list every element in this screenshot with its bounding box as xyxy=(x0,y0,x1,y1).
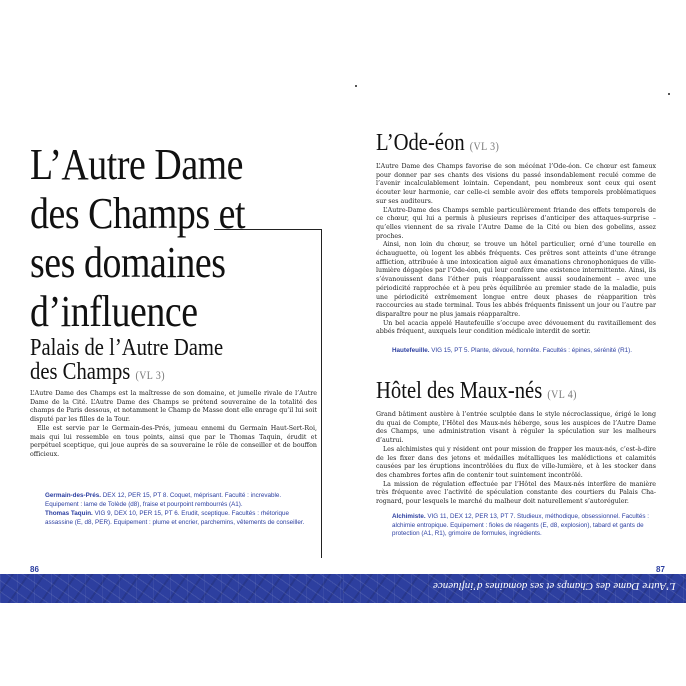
stat-entry xyxy=(45,510,307,527)
right-page xyxy=(343,0,686,686)
chapter-title-line: d’influence xyxy=(30,287,198,336)
chapter-title-line: ses domaines xyxy=(30,238,226,287)
stat-text: VIG 9, DEX 10, PER 15, PT 6. Erudit, sceptique. Facultés : rhétorique assassine (E, d8, PER). Equipement : plume et encrier, parchemins, vêtements de conseiller. xyxy=(45,510,305,527)
chapter-title-line: des Champs et xyxy=(30,189,246,238)
stat-block-ode-eon xyxy=(392,347,654,357)
page-number-left: 86 xyxy=(30,565,39,574)
volume-tag: (VL 3) xyxy=(469,141,500,153)
paragraph: Elle est servie par le Germain-des-Prés, jumeau ennemi du Germain Haut-Sert-Roi, mais qui lui ressemble en tous points, ainsi que par le Thomas Taquin, érudit et perpétuel sceptique, qui joue auprès de sa souveraine le rôle de conseiller et de bouffon officieux. xyxy=(30,424,317,458)
stat-block-palais xyxy=(45,492,307,529)
section-heading-text: L’Ode-éon xyxy=(376,130,465,156)
section-heading-ode-eon xyxy=(376,130,499,160)
crop-mark xyxy=(668,93,670,95)
stat-text: DEX 12, PER 15, PT 8. Coquet, méprisant. Faculté : increvable. Equipement : lame de Tolède (d8), fraise et pourpoint rembourrés (A1). xyxy=(45,492,282,508)
stat-entry xyxy=(45,492,307,509)
section-heading-maux-nes xyxy=(376,378,577,408)
map-band-right xyxy=(343,574,686,603)
paragraph: L’Autre Dame des Champs est la maîtresse de son domaine, et jumelle rivale de l’Autre Dame de la Cité. L’Autre Dame des Champs se prétend souveraine de la totalité des champs de Paris dessous, et notamment le Champ de Masse dont elle enrage qu’il lui soit disputé par les filles de la Tour. xyxy=(30,390,317,424)
paragraph: Grand bâtiment austère à l’entrée sculptée dans le style nécroclassique, érigé le long du quai de Compte, l’Hôtel des Maux-nés héberge, sous les auspices de l’Autre Dame des Champs, une administration visant à réguler la spéculation sur les malheurs d’autrui. xyxy=(376,411,656,445)
page-number-right: 87 xyxy=(656,565,665,574)
paragraph: La mission de régulation effectuée par l’Hôtel des Maux-nés interfère de manière très fréquente avec l’activité de spéculation constante des courtiers du Palais Cha-rognard, pour lesquels le marché du malheur doit naturellement s’autoréguler. xyxy=(376,480,656,506)
chapter-title xyxy=(30,140,288,336)
crop-mark xyxy=(355,85,357,87)
running-head: L’Autre Dame des Champs et ses domaines d’influence xyxy=(433,580,676,592)
paragraph: Ainsi, non loin du chœur, se trouve un hôtel particulier, orné d’une tourelle en échauguette, où logent les abbés fréquents. Ces prêtres sont atteints d’une étrange affliction, attribuée à une intoxication aiguë aux émanations chronophoniques de ville-lumière dégagées par l’Ode-éon, qui leur confère une existence intermittente. Ainsi, ils s’évanouissent dans l’éther puis réapparaissent aussi soudainement – avec une périodicité rapprochée et à peu près équilibrée au premier stade de la maladie, puis une périodicité extrêmement longue entre deux phases de réapparition très raccourcies au stade terminal. Tous les abbés fréquents finissent un jour ou l’autre par disparaître pour ne plus jamais réapparaître. xyxy=(376,241,656,318)
map-band-left xyxy=(0,574,343,603)
stat-name: Alchimiste. xyxy=(392,513,426,520)
section-heading-line: Palais de l’Autre Dame xyxy=(30,335,224,361)
section-heading-palais xyxy=(30,336,223,388)
stat-name: Germain-des-Prés. xyxy=(45,492,101,499)
frame-rule-right xyxy=(321,229,322,558)
section-body-maux-nes xyxy=(376,411,656,507)
section-body-ode-eon xyxy=(376,163,656,337)
volume-tag: (VL 4) xyxy=(547,389,577,401)
paragraph: Les alchimistes qui y résident ont pour mission de frapper les maux-nés, c’est-à-dire de les fixer dans des jetons et médailles métalliques les malédictions et calamités causées par les éruptions incontrôlées du flux de ville-lumière, et à les stocker dans des chambres fortes afin de contenir tout suintement incontrôlé. xyxy=(376,445,656,479)
stat-name: Hautefeuille. xyxy=(392,347,430,354)
stat-name: Thomas Taquin. xyxy=(45,510,93,518)
section-heading-line: des Champs xyxy=(30,359,131,385)
chapter-title-line: L’Autre Dame xyxy=(30,140,244,189)
stat-text: VIG 15, PT 5. Plante, dévoué, honnête. Facultés : épines, sérénité (R1). xyxy=(431,347,633,354)
paragraph: Un bel acacia appelé Hautefeuille s’occupe avec dévouement du ravitaillement des abbés fréquent, auxquels leur condition médicale interdit de sortir. xyxy=(376,319,656,336)
stat-block-maux-nes xyxy=(392,513,654,540)
stat-entry xyxy=(392,513,654,539)
frame-rule-top xyxy=(214,229,322,230)
volume-tag: (VL 3) xyxy=(135,370,165,382)
paragraph: L’Autre Dame des Champs favorise de son mécénat l’Ode-éon. Ce chœur est fameux pour donner par ses chants des visions du passé insondablement reculé comme de l’avenir incalculablement lointain. Cependant, peu nombreux sont ceux qui osent écouter leur harmonie, car celle-ci semble avoir des effets temporels problématiques sur ses auditeurs. xyxy=(376,163,656,205)
section-body-palais xyxy=(30,390,317,460)
section-heading-text: Hôtel des Maux-nés xyxy=(376,378,543,404)
stat-text: VIG 11, DEX 12, PER 13, PT 7. Studieux, méthodique, obsessionnel. Facultés : alchimie entropique. Equipement : fioles de réagents (E, d8, explosion), tabard et gants de protection (A1, R1), grimoire de formules, ingrédients. xyxy=(392,513,650,538)
stat-entry xyxy=(392,347,654,356)
paragraph: L’Autre-Dame des Champs semble particulièrement friande des effets temporels de ce chœur, qui lui a permis à plusieurs reprises d’anticiper des attaques-surprise – qu’elles viennent de sa rivale l’Autre Dame de la Cité ou bien des gobelins, assez proches. xyxy=(376,206,656,240)
